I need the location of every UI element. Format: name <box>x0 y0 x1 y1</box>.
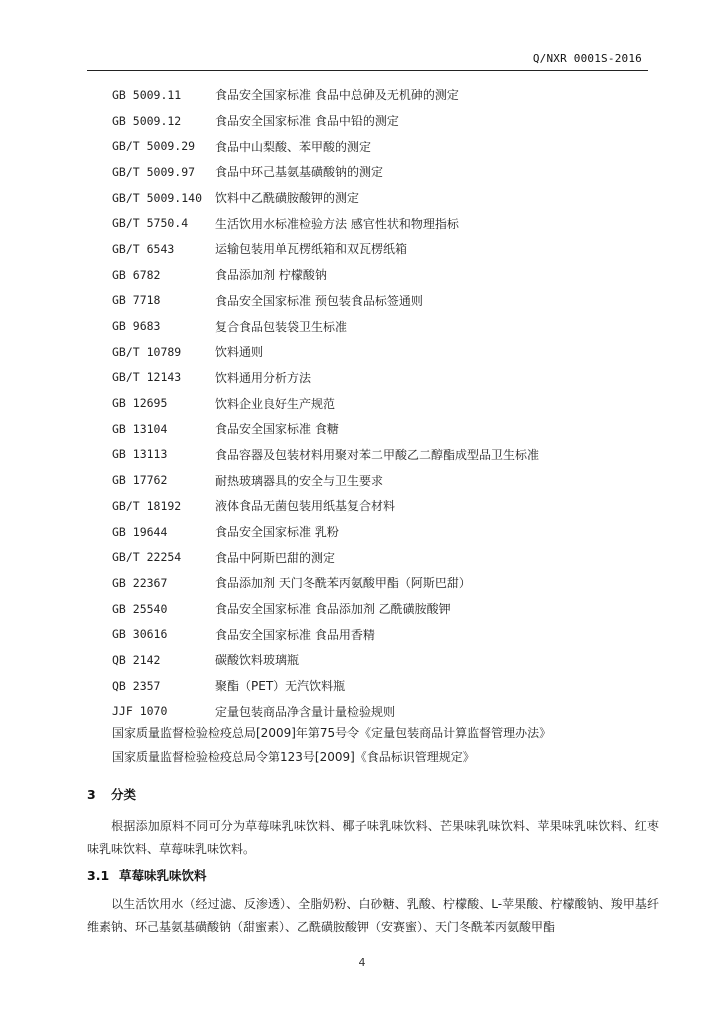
reference-row <box>112 210 672 236</box>
page-number: 4 <box>358 956 366 969</box>
reference-code: GB 9683 <box>112 319 161 334</box>
reference-code: GB/T 5009.140 <box>112 190 203 205</box>
reference-title: 液体食品无菌包装用纸基复合材料 <box>215 499 396 514</box>
subsection-title: 草莓味乳味饮料 <box>119 868 207 883</box>
header-divider <box>87 70 648 71</box>
subsection-number: 3.1 <box>87 868 110 883</box>
reference-code: GB 22367 <box>112 575 168 590</box>
reference-title: 定量包装商品净含量计量检验规则 <box>215 704 396 719</box>
reference-code: GB 13104 <box>112 421 168 436</box>
reference-row <box>112 108 672 134</box>
reference-code: GB 25540 <box>112 601 168 616</box>
reference-row <box>112 82 672 108</box>
reference-title: 饮料通则 <box>215 345 264 360</box>
reference-code: GB 6782 <box>112 267 161 282</box>
reference-title: 食品安全国家标准 食品中铅的测定 <box>215 114 399 129</box>
reference-title: 饮料通用分析方法 <box>215 370 312 385</box>
reference-row <box>112 159 672 185</box>
reference-code: GB 7718 <box>112 293 161 308</box>
reference-row <box>112 699 672 725</box>
reference-code: GB 13113 <box>112 447 168 462</box>
reference-code: GB/T 22254 <box>112 550 182 565</box>
subsection-paragraph <box>87 893 659 939</box>
reference-title: 运输包装用单瓦楞纸箱和双瓦楞纸箱 <box>215 242 408 257</box>
reference-title: 食品中阿斯巴甜的测定 <box>215 550 336 565</box>
reference-code: JJF 1070 <box>112 704 168 719</box>
reference-row <box>112 519 672 545</box>
decree-line: 国家质量监督检验检疫总局令第123号[2009]《食品标识管理规定》 <box>112 750 475 764</box>
reference-title: 耐热玻璃器具的安全与卫生要求 <box>215 473 384 488</box>
reference-code: GB 5009.11 <box>112 87 182 102</box>
reference-code: GB 5009.12 <box>112 113 182 128</box>
reference-row <box>112 493 672 519</box>
reference-code: GB/T 5009.97 <box>112 164 196 179</box>
reference-row <box>112 390 672 416</box>
reference-code: GB/T 10789 <box>112 344 182 359</box>
normative-references-list <box>112 82 672 724</box>
reference-row <box>112 313 672 339</box>
reference-row <box>112 442 672 468</box>
reference-row <box>112 416 672 442</box>
reference-title: 食品中环己基氨基磺酸钠的测定 <box>215 165 384 180</box>
reference-title: 复合食品包装袋卫生标准 <box>215 319 348 334</box>
reference-code: GB 30616 <box>112 627 168 642</box>
reference-code: GB 19644 <box>112 524 168 539</box>
section-heading <box>87 785 136 803</box>
reference-row <box>112 467 672 493</box>
reference-title: 食品安全国家标准 食品中总砷及无机砷的测定 <box>215 88 459 103</box>
reference-title: 食品容器及包装材料用聚对苯二甲酸乙二醇酯成型品卫生标准 <box>215 447 540 462</box>
reference-code: GB/T 5009.29 <box>112 139 196 154</box>
paragraph-text: 以生活饮用水（经过滤、反渗透）、全脂奶粉、白砂糖、乳酸、柠檬酸、L-苹果酸、柠檬酸钠、羧甲基纤维素钠、环己基氨基磺酸钠（甜蜜素）、乙酰磺胺酸钾（安赛蜜）、天门冬酰苯丙氨酸甲酯 <box>87 897 659 934</box>
reference-row <box>112 339 672 365</box>
reference-title: 食品中山梨酸、苯甲酸的测定 <box>215 139 372 154</box>
reference-row <box>112 288 672 314</box>
reference-code: GB/T 6543 <box>112 241 175 256</box>
reference-code: GB 17762 <box>112 473 168 488</box>
reference-row <box>112 133 672 159</box>
reference-code: GB/T 18192 <box>112 498 182 513</box>
reference-title: 食品添加剂 柠檬酸钠 <box>215 268 327 283</box>
reference-title: 聚酯（PET）无汽饮料瓶 <box>215 679 346 694</box>
reference-row <box>112 647 672 673</box>
reference-title: 食品安全国家标准 乳粉 <box>215 525 339 540</box>
reference-row <box>112 673 672 699</box>
reference-title: 食品安全国家标准 食品用香精 <box>215 627 375 642</box>
reference-row <box>112 544 672 570</box>
decree-line: 国家质量监督检验检疫总局[2009]年第75号令《定量包装商品计算监督管理办法》 <box>112 726 552 740</box>
paragraph-text: 根据添加原料不同可分为草莓味乳味饮料、椰子味乳味饮料、芒果味乳味饮料、苹果味乳味饮料、红枣味乳味饮料、草莓味乳味饮料。 <box>87 819 659 856</box>
reference-code: GB/T 12143 <box>112 370 182 385</box>
reference-row <box>112 621 672 647</box>
reference-row <box>112 185 672 211</box>
reference-title: 生活饮用水标准检验方法 感官性状和物理指标 <box>215 216 459 231</box>
reference-title: 食品安全国家标准 预包装食品标签通则 <box>215 293 423 308</box>
reference-code: QB 2142 <box>112 652 161 667</box>
reference-title: 食品安全国家标准 食品添加剂 乙酰磺胺酸钾 <box>215 602 451 617</box>
document-code: Q/NXR 0001S-2016 <box>532 52 642 65</box>
reference-row <box>112 596 672 622</box>
reference-title: 饮料中乙酰磺胺酸钾的测定 <box>215 191 360 206</box>
reference-code: GB 12695 <box>112 396 168 411</box>
reference-title: 饮料企业良好生产规范 <box>215 396 336 411</box>
subsection-heading <box>87 866 207 884</box>
section-title: 分类 <box>111 787 137 802</box>
reference-code: QB 2357 <box>112 678 161 693</box>
reference-code: GB/T 5750.4 <box>112 216 189 231</box>
reference-row <box>112 236 672 262</box>
reference-title: 食品安全国家标准 食糖 <box>215 422 339 437</box>
section-number: 3 <box>87 787 96 802</box>
reference-row <box>112 262 672 288</box>
reference-row <box>112 570 672 596</box>
reference-title: 食品添加剂 天门冬酰苯丙氨酸甲酯（阿斯巴甜） <box>215 576 471 591</box>
reference-title: 碳酸饮料玻璃瓶 <box>215 653 300 668</box>
reference-row <box>112 365 672 391</box>
section-paragraph <box>87 815 659 861</box>
